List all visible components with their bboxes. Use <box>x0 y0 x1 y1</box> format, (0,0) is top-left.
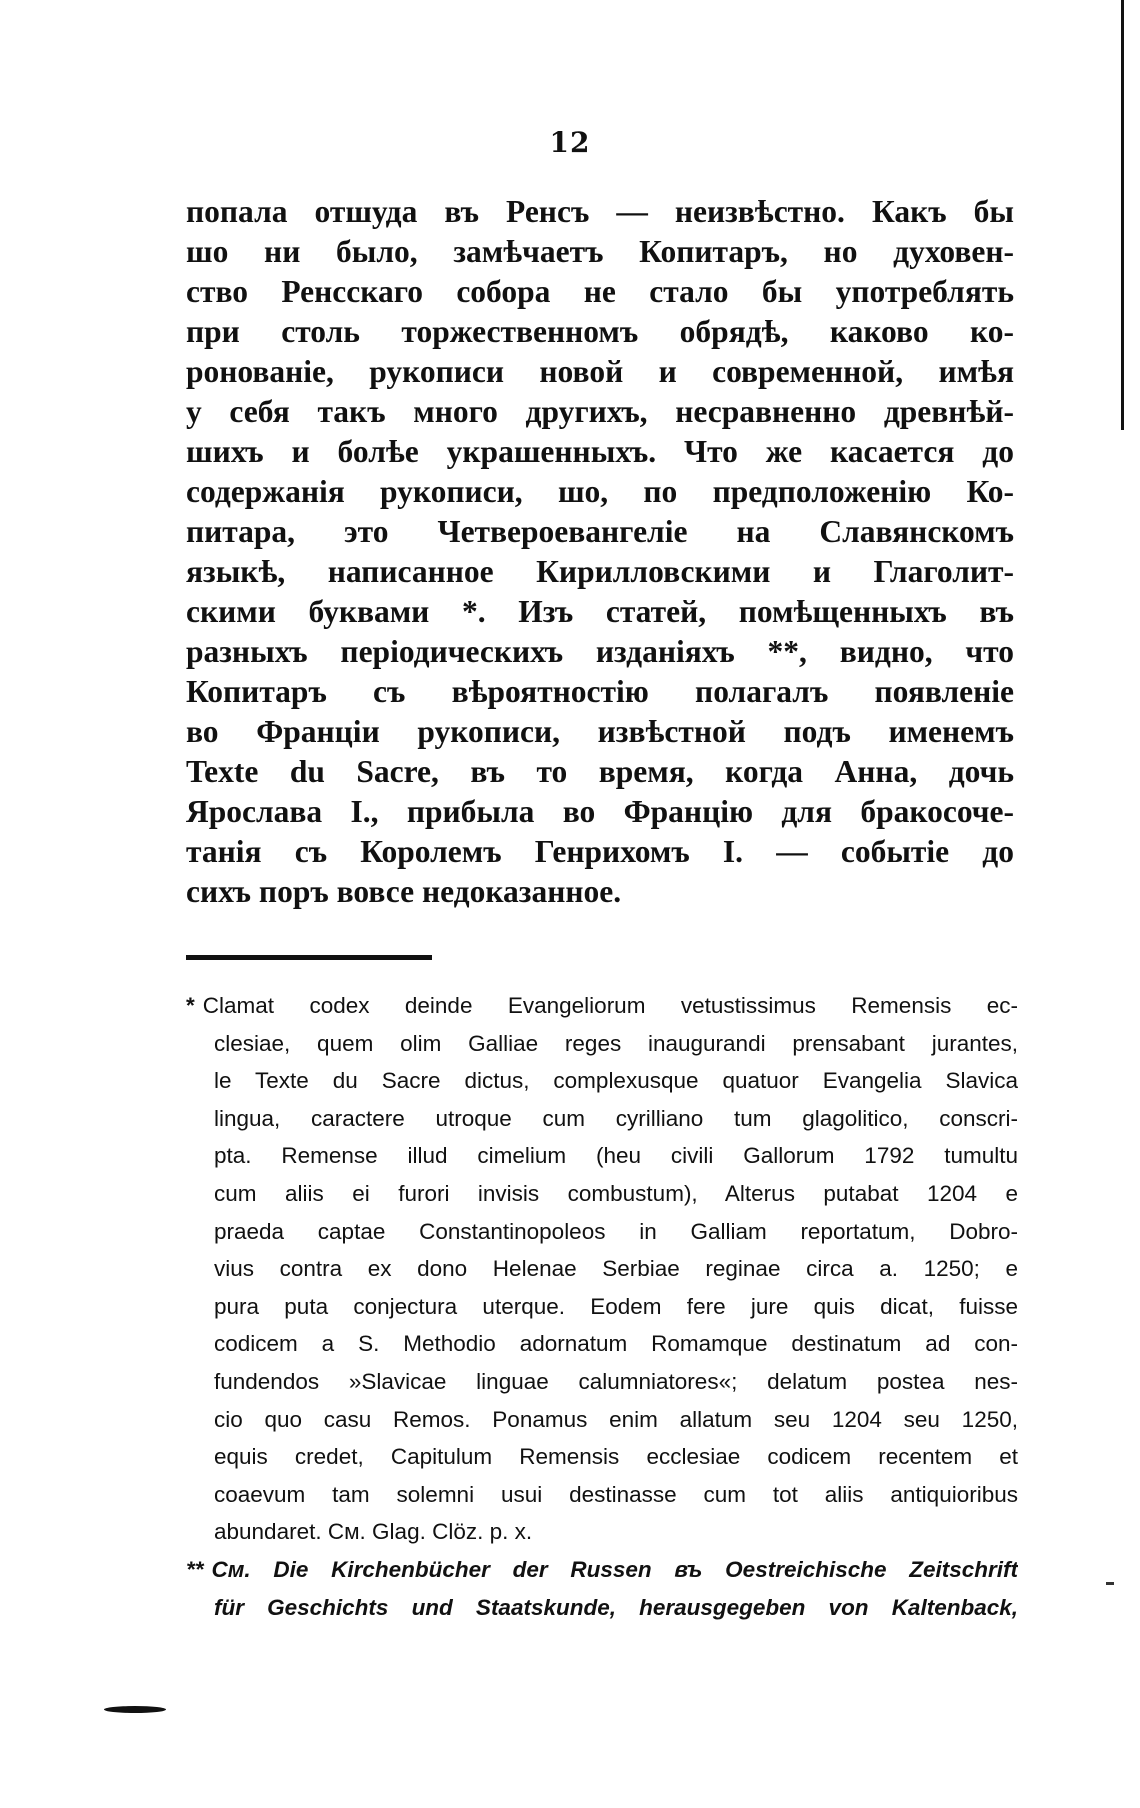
ink-dash-mark <box>104 1706 166 1713</box>
footnote-1-line <box>186 987 1018 1025</box>
text-line: Копитаръ съ вѣроятностію полагалъ появленіе <box>186 674 1014 709</box>
text-line: Texte du Sacre, въ то время, когда Анна, дочь <box>186 754 1014 789</box>
footnote-2-line <box>186 1551 1018 1589</box>
footnote-1-line: le Texte du Sacre dictus, complexusque quatuor Evangelia Slavica <box>214 1068 1018 1094</box>
footnotes-block <box>186 987 1018 1626</box>
page-edge-line <box>1121 0 1124 430</box>
footnote-separator-rule <box>186 955 432 960</box>
footnote-1-line: pta. Remense illud cimelium (heu civili Gallorum 1792 tumultu <box>214 1143 1018 1169</box>
text-line: питара, это Четвероевангеліе на Славянскомъ <box>186 514 1014 549</box>
footnote-1-line: coaevum tam solemni usui destinasse cum tot aliis antiquioribus <box>214 1481 1018 1507</box>
footnote-1-marker: * <box>186 993 195 1018</box>
footnote-1-line: cio quo casu Remos. Ponamus enim allatum seu 1204 seu 1250, <box>214 1406 1018 1432</box>
page-number: 12 <box>549 126 591 159</box>
text-line: ство Ренсскаго собора не стало бы употреблять <box>186 274 1014 309</box>
text-line: ронованіе, рукописи новой и современной, имѣя <box>186 354 1014 389</box>
text-line: содержанія рукописи, шо, по предположенію Ко- <box>186 474 1014 509</box>
footnote-1-line: cum aliis ei furori invisis combustum), Alterus putabat 1204 e <box>214 1180 1018 1206</box>
text-line: попала отшуда въ Ренсъ — неизвѣстно. Какъ бы <box>186 194 1014 229</box>
text-line: шихъ и болѣе украшенныхъ. Что же касается до <box>186 434 1014 469</box>
footnote-1-line: abundaret. См. Glag. Clöz. p. x. <box>214 1519 533 1545</box>
text-line: при столь торжественномъ обрядѣ, каково ко- <box>186 314 1014 349</box>
text-line: во Франціи рукописи, извѣстной подъ именемъ <box>186 714 1014 749</box>
margin-tick-mark <box>1106 1582 1114 1585</box>
footnote-1-text: Clamat codex deinde Evangeliorum vetustissimus Remensis ec- <box>202 993 1018 1018</box>
footnote-1-line: equis credet, Capitulum Remensis ecclesiae codicem recentem et <box>214 1444 1018 1470</box>
footnote-1-line: vius contra ex dono Helenae Serbiae reginae circa a. 1250; e <box>214 1256 1018 1282</box>
text-line: скими буквами *. Изъ статей, помѣщенныхъ въ <box>186 594 1014 629</box>
main-text-block <box>186 192 1014 912</box>
footnote-2-text: См. Die Kirchenbücher der Russen въ Oestreichische Zeitschrift <box>211 1556 1018 1582</box>
text-line: языкѣ, написанное Кирилловскими и Глаголит- <box>186 554 1014 589</box>
footnote-1-line: clesiae, quem olim Galliae reges inaugurandi prensabant jurantes, <box>214 1030 1018 1056</box>
footnote-1-line: pura puta conjectura uterque. Eodem fere jure quis dicat, fuisse <box>214 1293 1018 1319</box>
text-line: сихъ поръ вовсе недоказанное. <box>186 874 622 909</box>
footnote-2-line: für Geschichts und Staatskunde, herausgegeben von Kaltenback, <box>214 1594 1018 1620</box>
text-line: разныхъ періодическихъ изданіяхъ **, видно, что <box>186 634 1014 669</box>
footnote-2-marker: ** <box>186 1556 204 1582</box>
footnote-1-line: lingua, caractere utroque cum cyrilliano tum glagolitico, conscri- <box>214 1105 1018 1131</box>
text-line: шо ни было, замѣчаетъ Копитаръ, но духовен- <box>186 234 1014 269</box>
footnote-1-line: fundendos »Slavicae linguae calumniatores«; delatum postea nes- <box>214 1368 1018 1394</box>
text-line: у себя такъ много другихъ, несравненно древнѣй- <box>186 394 1014 429</box>
text-line: Ярослава I., прибыла во Францію для бракосоче- <box>186 794 1014 829</box>
text-line: танія съ Королемъ Генрихомъ I. — событіе до <box>186 834 1014 869</box>
footnote-1-line: praeda captae Constantinopoleos in Galliam reportatum, Dobro- <box>214 1218 1018 1244</box>
footnote-1-line: codicem a S. Methodio adornatum Romamque destinatum ad con- <box>214 1331 1018 1357</box>
